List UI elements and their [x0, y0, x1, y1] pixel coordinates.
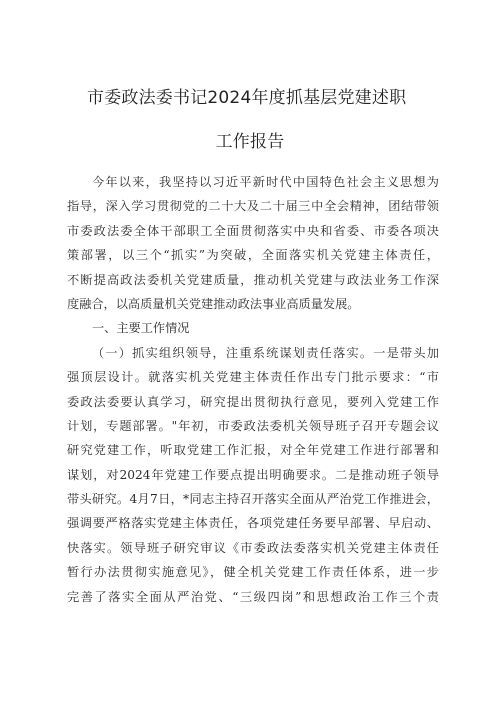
intro-line: 指导，深入学习贯彻党的二十大及二十届三中全会精神，团结带领 — [67, 199, 439, 214]
section-line: 快落实。领导班子研究审议《市委政法委落实机关党建主体责任 — [67, 540, 439, 555]
intro-line: 策部署，以三个“抓实”为突破，全面落实机关党建主体责任， — [67, 248, 439, 263]
section-line: 委政法委要认真学习，研究提出贯彻执行意见，要列入党建工作 — [67, 394, 439, 409]
document-body — [67, 170, 439, 609]
section-line: 完善了落实全面从严治党、“三级四岗”和思想政治工作三个责 — [67, 589, 439, 604]
document-title-line-2: 工作报告 — [215, 132, 285, 152]
intro-line: 不断提高政法委机关党建质量，推动机关党建与政法业务工作深 — [67, 272, 439, 287]
section-line: 研究党建工作，听取党建工作汇报，对全年党建工作进行部署和 — [67, 443, 439, 458]
section-line: 带头研究。4月7日，*同志主持召开落实全面从严治党工作推进会， — [67, 492, 439, 507]
intro-line: 今年以来，我坚持以习近平新时代中国特色社会主义思想为 — [92, 175, 439, 189]
document-title-line-1: 市委政法委书记2024年度抓基层党建述职 — [87, 88, 407, 108]
intro-line: 市委政法委全体干部职工全面贯彻落实中央和省委、市委各项决 — [67, 223, 439, 238]
section-line: 谋划，对2024年党建工作要点提出明确要求。二是推动班子领导 — [67, 467, 439, 482]
section-line: 计划，专题部署。"年初，市委政法委机关领导班子召开专题会议 — [67, 418, 439, 433]
section-line: 强顶层设计。就落实机关党建主体责任作出专门批示要求：“市 — [67, 370, 439, 385]
section-line: （一）抓实组织领导，注重系统谋划责任落实。一是带头加 — [92, 345, 439, 360]
section-heading: 一、主要工作情况 — [92, 321, 190, 336]
section-line: 强调要严格落实党建主体责任，各项党建任务要早部署、早启动、 — [67, 516, 439, 531]
intro-line: 度融合，以高质量机关党建推动政法事业高质量发展。 — [67, 296, 360, 311]
section-line: 暂行办法贯彻实施意见》，健全机关党建工作责任体系，进一步 — [67, 565, 439, 580]
